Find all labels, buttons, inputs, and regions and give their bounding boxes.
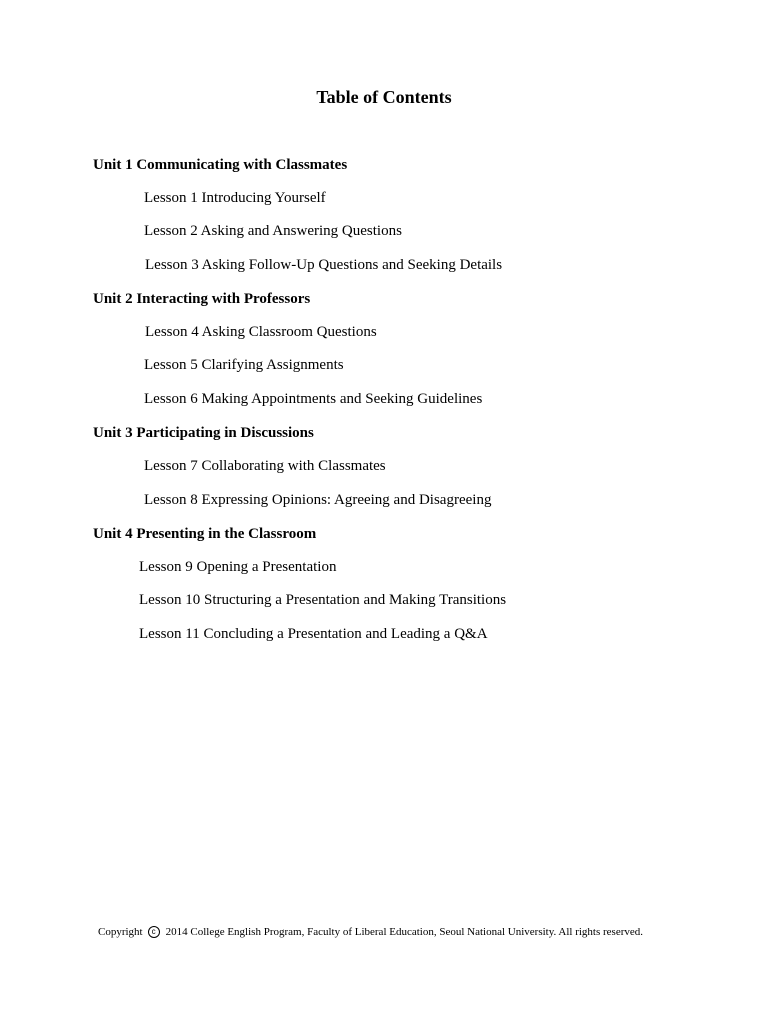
lesson-4-item: Lesson 4 Asking Classroom Questions [145, 324, 377, 340]
lesson-3-item: Lesson 3 Asking Follow-Up Questions and Seeking Details [145, 257, 503, 273]
unit-2-heading: Unit 2 Interacting with Professors [93, 291, 311, 307]
copyright-label: Copyright [98, 926, 143, 938]
lesson-1-item: Lesson 1 Introducing Yourself [144, 190, 326, 206]
unit-1-heading: Unit 1 Communicating with Classmates [93, 157, 348, 173]
copyright-icon: c [148, 926, 160, 938]
lesson-8-item: Lesson 8 Expressing Opinions: Agreeing and Disagreeing [144, 492, 492, 508]
copyright-footer [98, 925, 643, 939]
page-title: Table of Contents [316, 87, 452, 107]
lesson-5-item: Lesson 5 Clarifying Assignments [144, 357, 344, 373]
lesson-9-item: Lesson 9 Opening a Presentation [139, 559, 337, 575]
lesson-6-item: Lesson 6 Making Appointments and Seeking Guidelines [144, 391, 483, 407]
unit-3-heading: Unit 3 Participating in Discussions [93, 425, 314, 441]
lesson-11-item: Lesson 11 Concluding a Presentation and Leading a Q&A [139, 626, 488, 642]
lesson-7-item: Lesson 7 Collaborating with Classmates [144, 458, 386, 474]
lesson-2-item: Lesson 2 Asking and Answering Questions [144, 223, 402, 239]
lesson-10-item: Lesson 10 Structuring a Presentation and Making Transitions [139, 592, 507, 608]
unit-4-heading: Unit 4 Presenting in the Classroom [93, 526, 317, 542]
copyright-text: 2014 College English Program, Faculty of Liberal Education, Seoul National University. All rights reserved. [165, 926, 644, 938]
